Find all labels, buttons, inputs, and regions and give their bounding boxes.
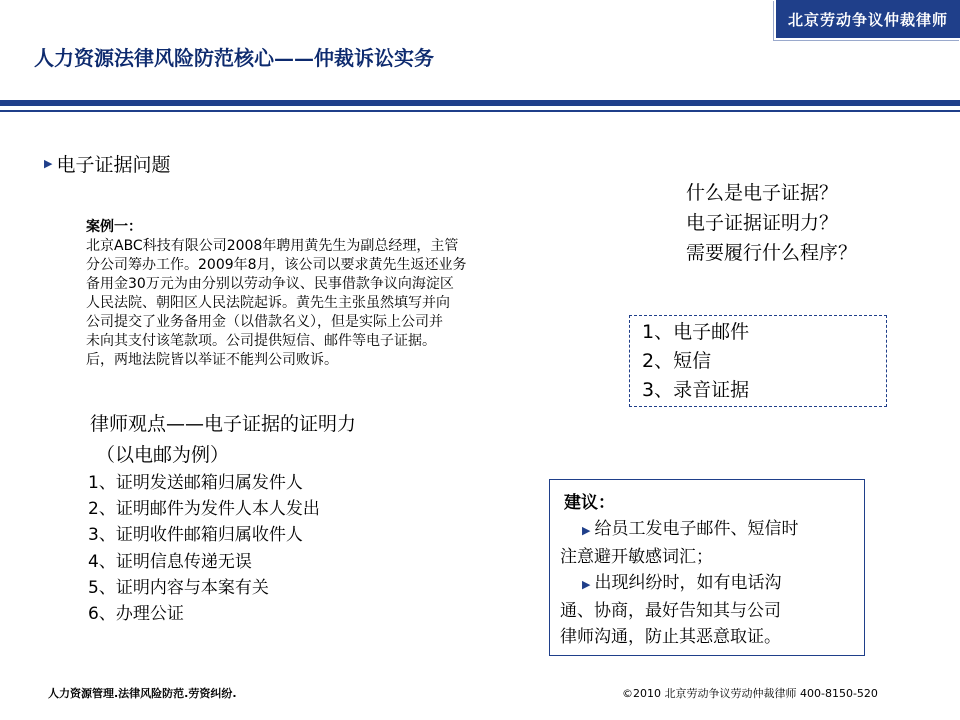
evidence-types-box xyxy=(629,315,887,407)
list-item: 4、证明信息传递无误 xyxy=(88,551,252,572)
question-item: 需要履行什么程序？ xyxy=(686,242,858,264)
case-study xyxy=(86,218,596,370)
header-rule-thick xyxy=(0,100,960,106)
question-item: 什么是电子证据？ xyxy=(686,182,839,204)
bullet-triangle-icon: ▶ xyxy=(44,157,53,170)
list-item: 3、证明收件邮箱归属收件人 xyxy=(88,525,303,546)
brand-badge xyxy=(774,0,960,40)
header-rule-thin xyxy=(0,110,960,112)
case-line: 备用金30万元为由分别以劳动争议、民事借款争议向海淀区 xyxy=(86,276,454,292)
questions-list xyxy=(686,178,857,268)
footer-right: ©2010 北京劳动争议劳动仲裁律师 400-8150-520 xyxy=(622,687,878,700)
advice-line: 注意避开敏感词汇； xyxy=(560,547,713,567)
section-heading xyxy=(44,150,170,177)
list-item: 5、证明内容与本案有关 xyxy=(88,577,269,598)
question-item: 电子证据证明力？ xyxy=(686,212,839,234)
case-line: 后，两地法院皆以举证不能判公司败诉。 xyxy=(86,352,338,368)
list-item: 6、办理公证 xyxy=(88,604,184,625)
case-line: 人民法院、朝阳区人民法院起诉。黄先生主张虽然填写并向 xyxy=(86,295,450,311)
bullet-triangle-icon: ▶ xyxy=(582,578,591,591)
advice-line: ▶ 出现纠纷时，如有电话沟 xyxy=(582,573,782,593)
bullet-triangle-icon: ▶ xyxy=(582,524,591,537)
case-line: 未向其支付该笔款项。公司提供短信、邮件等电子证据。 xyxy=(86,333,436,349)
case-title: 案例一： xyxy=(86,219,142,235)
lawyer-view-title: 律师观点——电子证据的证明力 xyxy=(90,413,357,435)
proof-points-list xyxy=(88,470,320,627)
page-title: 人力资源法律风险防范核心——仲裁诉讼实务 xyxy=(34,46,434,70)
case-line: 北京ABC科技有限公司2008年聘用黄先生为副总经理，主管 xyxy=(86,238,459,254)
evidence-type-item: 2、短信 xyxy=(642,350,712,372)
lawyer-view-subtitle: （以电邮为例） xyxy=(96,444,230,466)
advice-box xyxy=(549,479,865,656)
case-line: 分公司筹办工作。2009年8月，该公司以要求黄先生返还业务 xyxy=(86,257,467,273)
evidence-type-item: 1、电子邮件 xyxy=(642,321,750,343)
case-line: 公司提交了业务备用金（以借款名义），但是实际上公司并 xyxy=(86,314,443,330)
advice-line: 通、协商，最好告知其与公司 xyxy=(560,601,781,621)
advice-line: 律师沟通，防止其恶意取证。 xyxy=(560,627,781,647)
footer-left: 人力资源管理.法律风险防范.劳资纠纷. xyxy=(48,687,237,700)
list-item: 1、证明发送邮箱归属发件人 xyxy=(88,473,303,493)
section-title: 电子证据问题 xyxy=(56,154,171,176)
list-item: 2、证明邮件为发件人本人发出 xyxy=(88,499,320,520)
advice-line: ▶ 给员工发电子邮件、短信时 xyxy=(582,519,799,539)
advice-title: 建议： xyxy=(564,493,615,513)
evidence-type-item: 3、录音证据 xyxy=(642,379,750,401)
brand-label: 北京劳动争议仲裁律师 xyxy=(787,10,948,29)
